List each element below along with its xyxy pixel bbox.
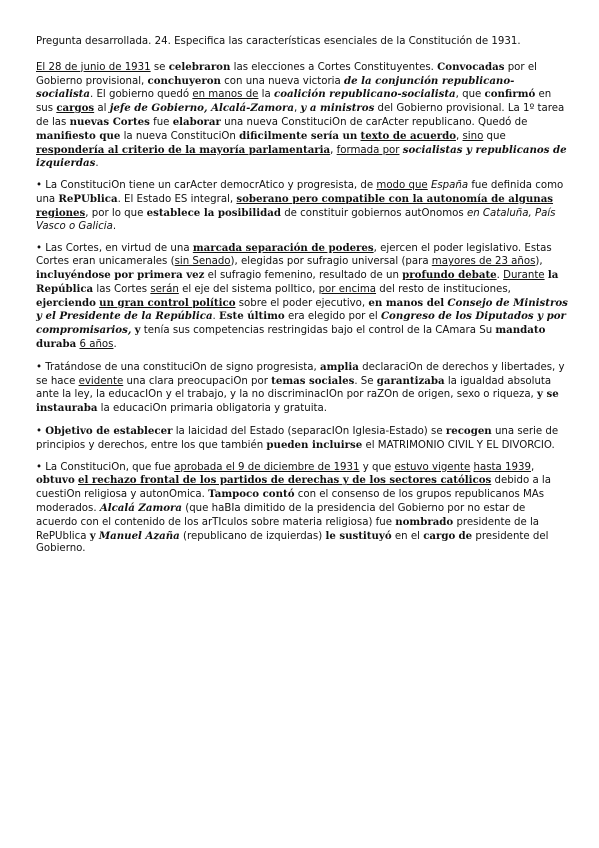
text-run: se — [150, 61, 169, 73]
text-run: ), — [535, 256, 543, 268]
text-run: debido a la cuestiOn religiosa y autonOmica. — [36, 475, 551, 501]
text-run: la nueva ConstituciOn — [120, 130, 240, 142]
text-run: tenía sus competencias restringidas bajo el control de la CAmara Su — [140, 325, 496, 337]
text-run: con una nueva victoria — [220, 75, 344, 87]
text-run: (que haBIa dimitido de la presidencia del Gobierno por no estar de acuerdo con el contenido de los arTIculos sobre materia religiosa) fue — [36, 502, 526, 528]
text-run: • La ConstituciOn, que fue — [36, 461, 175, 473]
text-run: presidente de la RePUblica — [36, 516, 540, 542]
text-run: respondería al criterio de la mayoría parlamentaria — [36, 143, 331, 156]
text-run: y — [134, 324, 141, 337]
text-run: elaborar — [172, 115, 221, 128]
text-run: una clara preocupaciOn por — [123, 375, 272, 387]
text-run: aprobada el 9 de diciembre de 1931 — [174, 461, 360, 473]
text-run: ), elegidas por sufragio universal (para — [230, 256, 432, 268]
document-body — [36, 36, 568, 565]
text-run: cargos — [56, 102, 95, 115]
text-run: Tampoco contó — [208, 488, 295, 501]
text-run: por encima — [318, 283, 377, 295]
text-run: . — [112, 220, 117, 232]
text-run: texto de acuerdo — [360, 129, 456, 142]
text-run: . El gobierno quedó — [90, 89, 193, 101]
text-run: socialistas y republicanos de izquierdas — [36, 143, 567, 170]
text-run: • Tratándose de una constituciOn de signo progresista, — [36, 361, 321, 373]
text-run: presidente del Gobierno. — [36, 530, 549, 555]
paragraph-derechos — [36, 361, 568, 416]
text-run: le sustituyó — [325, 529, 392, 542]
text-run: la laicidad del Estado (separacIOn Iglesia-Estado) se — [172, 425, 446, 437]
text-run: y se instauraba — [36, 388, 559, 415]
text-run: en sus — [36, 89, 552, 115]
text-run: coalición republicano-socialista — [274, 88, 456, 101]
text-run: de constituir gobiernos autOnomos — [280, 207, 467, 219]
text-run: , — [330, 144, 337, 156]
text-run: mandato duraba — [36, 324, 546, 350]
text-run: , que — [455, 89, 485, 101]
text-run: profundo debate — [402, 268, 497, 281]
text-run: sobre el poder ejecutivo, — [235, 297, 369, 309]
text-run: amplia — [320, 360, 359, 373]
text-run: sin Senado — [174, 256, 231, 268]
text-run: , — [530, 461, 535, 473]
text-run: , por lo que — [85, 207, 147, 219]
text-run: (republicano de izquierdas) — [179, 530, 326, 542]
text-run: pueden incluirse — [266, 438, 363, 451]
text-run: al — [94, 103, 110, 115]
text-run: del Gobierno provisional. La 1º tarea de las — [36, 103, 565, 128]
text-run: ejerciendo — [36, 296, 96, 309]
text-run: recogen — [445, 424, 492, 437]
text-run: y a ministros — [300, 102, 375, 115]
paragraph-laicidad — [36, 425, 568, 453]
text-run: la República — [36, 268, 559, 295]
text-run: declaraciOn de derechos y libertades, y se hace — [36, 361, 565, 387]
text-run: España — [430, 180, 469, 192]
text-run: un gran control político — [99, 296, 236, 309]
text-run: Manuel Azaña — [98, 529, 180, 542]
text-run: celebraron — [168, 60, 231, 73]
text-run: jefe de Gobierno, Alcalá-Zamora — [109, 102, 294, 115]
text-run: 6 años — [79, 338, 114, 350]
text-run: el rechazo frontal de los partidos de derechas y de los sectores católicos — [78, 474, 492, 487]
text-run: garantizaba — [376, 374, 445, 387]
paragraph-elecciones — [36, 61, 568, 171]
text-run: evidente — [78, 375, 124, 387]
text-run: con el consenso de los grupos republicanos MAs moderados. — [36, 489, 545, 514]
text-run: en manos del — [368, 296, 445, 309]
text-run: nombrado — [395, 515, 454, 528]
text-run: confirmó — [484, 88, 536, 101]
text-run: las elecciones a Cortes Constituyentes. — [230, 61, 438, 73]
text-run: las Cortes — [93, 283, 151, 295]
text-run: fue — [149, 116, 173, 128]
text-run: Convocadas — [437, 60, 505, 73]
text-run: del resto de instituciones, — [376, 283, 511, 295]
text-run: RePUblica — [58, 192, 118, 205]
text-run: Alcalá Zamora — [99, 501, 182, 514]
text-run: serán — [150, 283, 179, 295]
text-run: Este último — [219, 310, 285, 323]
text-run: • La ConstituciOn tiene un carActer democrAtico y progresista, de — [36, 180, 377, 192]
text-run: fue definida como una — [36, 180, 564, 205]
text-run: • — [36, 425, 46, 437]
text-run: formada por — [336, 144, 400, 156]
text-run: soberano pero compatible con la autonomía de algunas regiones — [36, 192, 554, 219]
text-run: . — [496, 269, 504, 281]
text-run: la igualdad absoluta ante la ley, la educacIOn y el trabajo, y la no discriminacIOn por raZOn de origen, sexo o riqueza, — [36, 375, 552, 401]
text-run: manifiesto que — [36, 129, 121, 142]
paragraph-aprobacion — [36, 462, 568, 557]
text-run: en Cataluña, País Vasco o Galicia — [36, 207, 556, 232]
text-run: marcada separación de poderes — [192, 242, 374, 255]
text-run: el sufragio femenino, resultado de un — [204, 269, 403, 281]
text-run: y que — [359, 461, 395, 473]
paragraph-caracter-democratico — [36, 180, 568, 233]
text-run: . El Estado ES integral, — [117, 193, 237, 205]
text-run: Consejo de Ministros y el Presidente de la República — [36, 296, 568, 323]
text-run: • Las Cortes, en virtud de una — [36, 243, 193, 255]
text-run: , — [293, 103, 301, 115]
text-run: modo que — [376, 180, 428, 192]
text-run: sino — [462, 130, 484, 142]
text-run: conchuyeron — [147, 74, 221, 87]
text-run: Durante — [503, 269, 545, 281]
text-run: cargo — [423, 529, 456, 542]
text-run: El 28 de junio de 1931 — [36, 61, 151, 73]
text-run: . — [212, 311, 220, 323]
paragraph-cortes — [36, 242, 568, 351]
text-run: . — [113, 338, 117, 350]
text-run: Congreso de los Diputados y por compromisarios, — [36, 310, 566, 337]
text-run: incluyéndose por primera vez — [36, 268, 205, 281]
text-run: la — [258, 89, 274, 101]
text-run: el eje del sistema polItico, — [178, 283, 319, 295]
text-run: una nueva ConstituciOn de carActer republicano. Quedó de — [220, 116, 528, 128]
text-run: mayores de 23 años — [431, 256, 536, 268]
text-run: temas sociales — [271, 374, 355, 387]
text-run: Objetivo de establecer — [45, 424, 173, 437]
text-run: obtuvo — [36, 474, 75, 487]
text-run: dificilmente sería un — [239, 129, 358, 142]
text-run: estuvo vigente — [394, 461, 471, 473]
text-run: de — [458, 529, 473, 542]
text-run: , ejercen el poder legislativo. Estas Cortes eran unicamerales ( — [36, 243, 552, 268]
text-run: y — [89, 529, 96, 542]
text-run: por el Gobierno provisional, — [36, 61, 537, 87]
text-run: , — [456, 130, 463, 142]
text-run: hasta 1939 — [473, 461, 531, 473]
text-run: la educaciOn primaria obligatoria y gratuita. — [97, 403, 328, 415]
text-run: . Se — [354, 375, 377, 387]
text-run: en el — [391, 530, 424, 542]
text-run: que — [483, 130, 506, 142]
text-run: de la conjunción republicano-socialista — [36, 74, 515, 101]
text-run: . — [95, 158, 99, 170]
document-title: Pregunta desarrollada. 24. Especifica las características esenciales de la Constitución de 1931. — [36, 36, 521, 47]
text-run: establece la posibilidad — [146, 206, 281, 219]
text-run: era elegido por el — [284, 311, 381, 323]
text-run: el MATRIMONIO CIVIL Y EL DIVORCIO. — [362, 439, 555, 451]
text-run: nuevas Cortes — [69, 115, 150, 128]
text-run: una serie de principios y derechos, entre los que también — [36, 425, 559, 451]
text-run: en manos de — [192, 89, 259, 101]
